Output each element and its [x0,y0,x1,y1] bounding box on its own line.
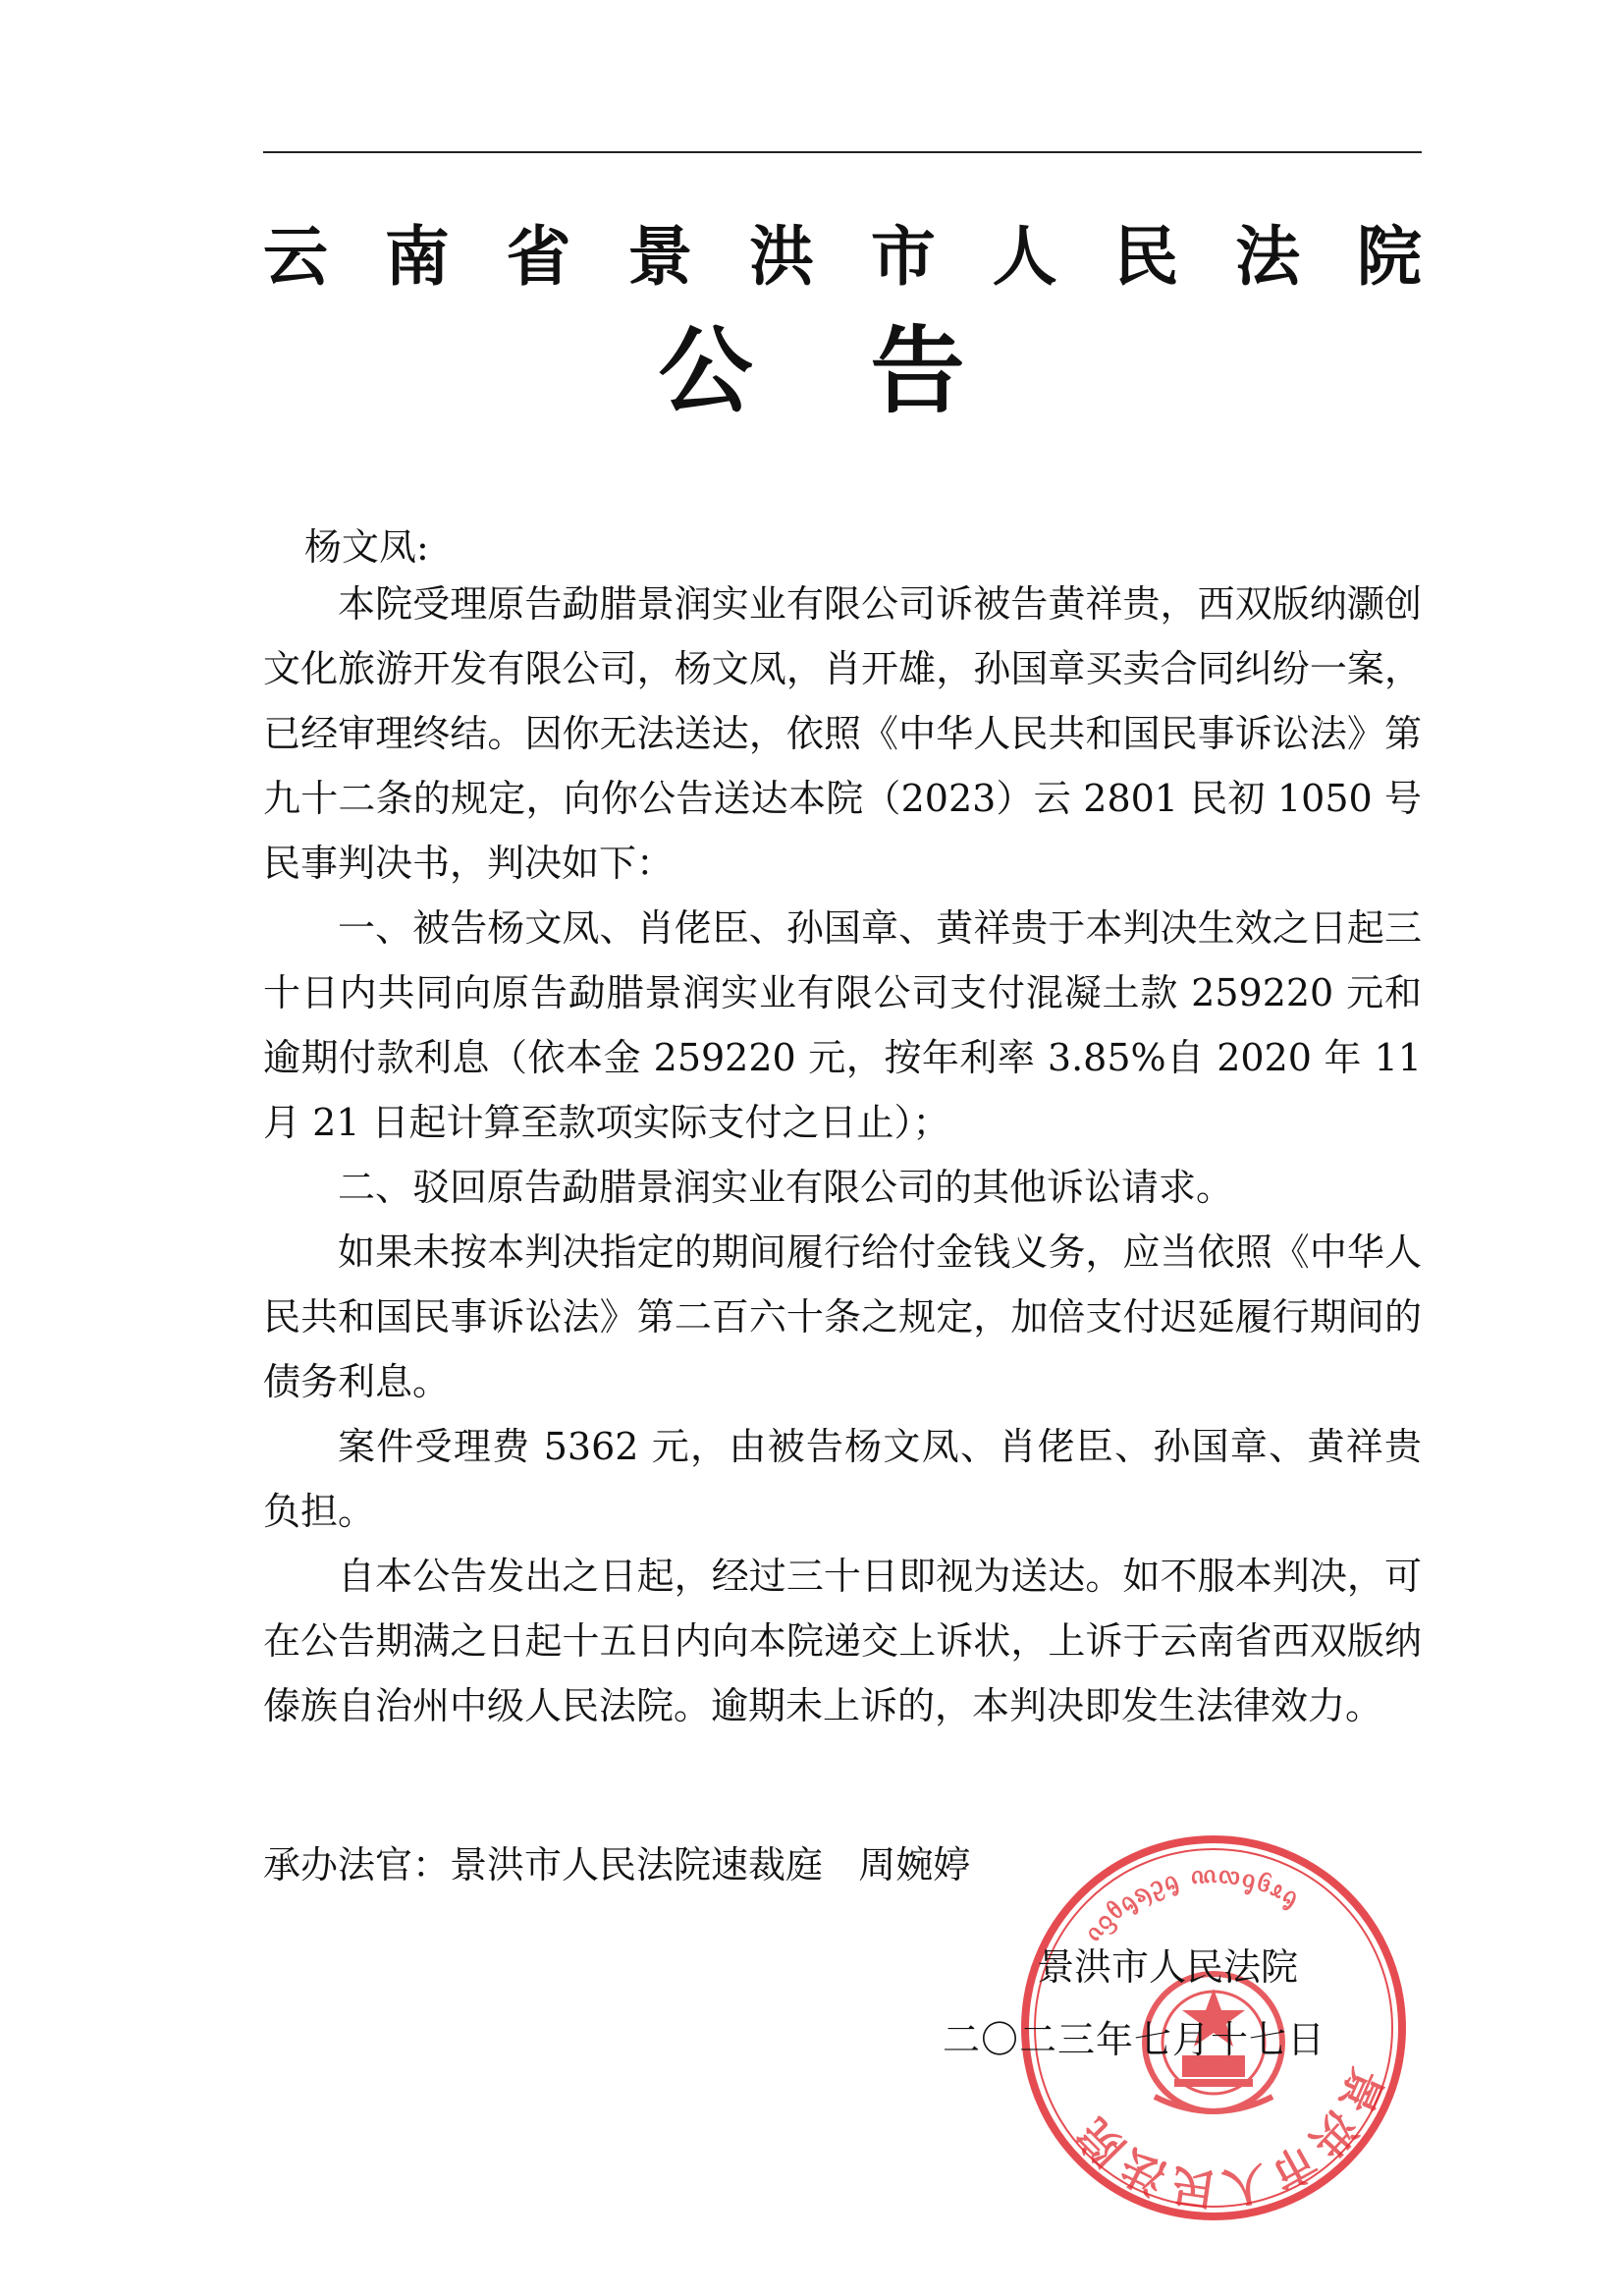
court-name-char: 法 [1235,219,1301,295]
signature-date: 二〇二三年七月十七日 [943,2018,1326,2061]
document-title: 公告 [658,316,1083,426]
body-paragraph: 自本公告发出之日起，经过三十日即视为送达。如不服本判决，可在公告期满之日起十五日内向本院递交上诉状，上诉于云南省西双版纳傣族自治州中级人民法院。逾期未上诉的，本判决即发生法律效力。 [263,1555,1422,1727]
notice-body [263,572,1422,1738]
court-name [263,218,1422,297]
body-paragraph: 案件受理费 5362 元，由被告杨文凤、肖佬臣、孙国章、黄祥贵负担。 [263,1425,1422,1533]
addressee: 杨文凤: [304,525,429,569]
body-paragraph: 本院受理原告勐腊景润实业有限公司诉被告黄祥贵，西双版纳灏创文化旅游开发有限公司，杨文凤，肖开雄，孙国章买卖合同纠纷一案，已经审理终结。因你无法送达，依照《中华人民共和国民事诉讼法》第九十二条的规定，向你公告送达本院（2023）云 2801 民初 1050 号民事判决书，判决如下： [263,582,1422,885]
judgment-item-2: 二、驳回原告勐腊景润实业有限公司的其他诉讼请求。 [338,1166,1234,1209]
court-name-char: 院 [1356,219,1422,295]
body-paragraph: 如果未按本判决指定的期间履行给付金钱义务，应当依照《中华人民共和国民事诉讼法》第二百六十条之规定，加倍支付迟延履行期间的债务利息。 [263,1230,1422,1403]
signature-court: 景洪市人民法院 [1037,1945,1299,1989]
seal-text: 景洪市人民法院 [1065,2060,1392,2214]
court-name-char: 民 [1113,219,1179,295]
top-rule [263,151,1422,153]
court-name-char: 市 [870,219,936,295]
court-name-char: 景 [627,219,693,295]
court-name-char: 南 [384,219,450,295]
court-name-char: 洪 [749,219,815,295]
court-name-char: 云 [263,219,328,295]
court-name-char: 省 [506,219,571,295]
court-name-char: 人 [992,219,1057,295]
svg-text:ᦵᦋᦲᧂᦣᦳᧂ ᦶᦟᧁᦑᦸᧂ: ᦵᦋᦲᧂᦣᦳᧂ ᦶᦟᧁᦑᦸᧂ [1078,1859,1307,1947]
judge-line: 承办法官：景洪市人民法院速裁庭 周婉婷 [263,1843,971,1886]
judgment-item-1: 一、被告杨文凤、肖佬臣、孙国章、黄祥贵于本判决生效之日起三十日内共同向原告勐腊景润实业有限公司支付混凝土款 259220 元和逾期付款利息（依本金 259220 元，按年利率 3.85%自 2020 年 11 月 21 日起计算至款项实际支付之日止）； [263,906,1422,1144]
